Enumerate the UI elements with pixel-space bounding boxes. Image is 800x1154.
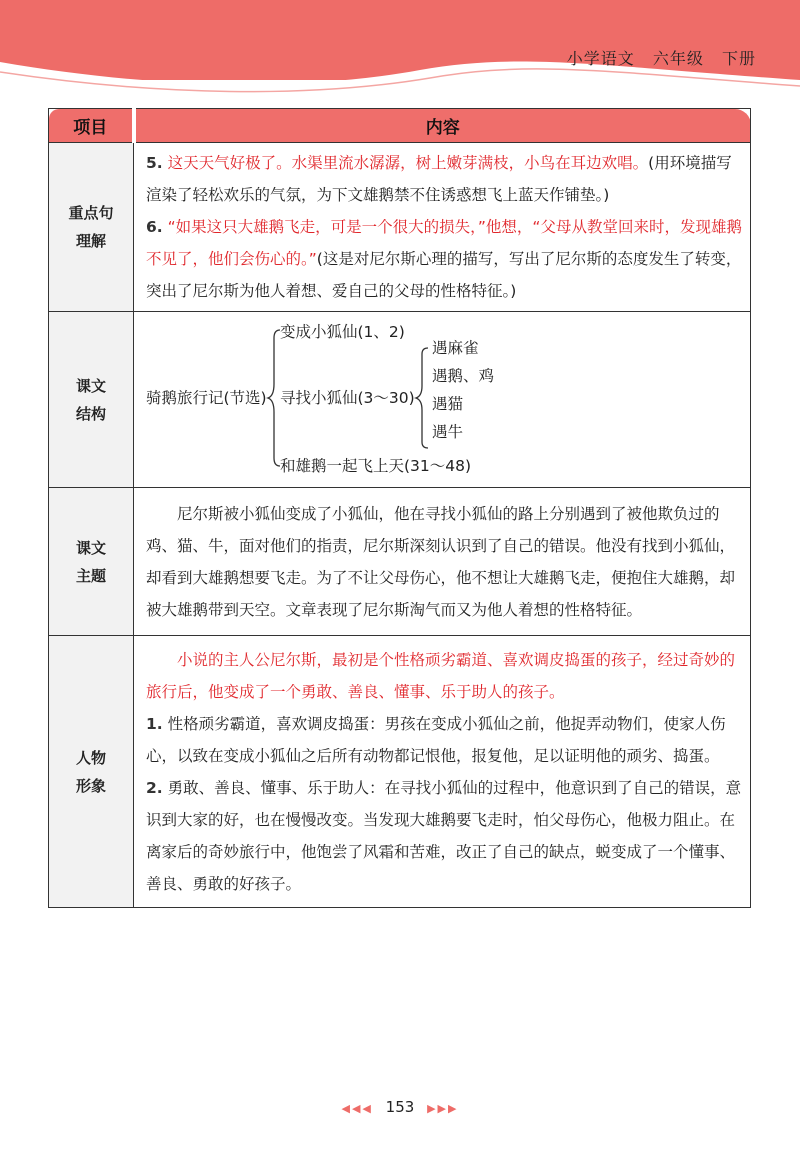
header-subject: 小学语文	[566, 49, 635, 68]
row-label-line: 主题	[75, 566, 106, 585]
column-header-content: 内容	[134, 109, 751, 143]
structure-diagram	[146, 324, 742, 476]
sentence-item-6	[146, 211, 742, 307]
point-text: 在寻找小狐仙的过程中，他意识到了自己的错误，意识到大家的好，也在慢慢改变。当发现大雄鹅要飞走时，怕父母伤心，他极力阻止。在离家后的奇妙旅行中，他饱尝了风霜和苦难，改正了自己的缺点，蜕变成了一个懂事、善良、勇敢的好孩子。	[146, 778, 742, 893]
structure-sub-branch: 遇牛	[432, 422, 464, 441]
sentence-analysis: (用环境描写渲染了轻松欢乐的气氛，为下文雄鹅禁不住诱惑想飞上蓝天作铺垫。)	[146, 154, 732, 204]
row-label-line: 课文	[75, 376, 106, 395]
structure-branch: 和雄鹅一起飞上天(31～48)	[280, 456, 472, 475]
header-volume: 下册	[721, 49, 756, 68]
character-point-1	[146, 708, 742, 772]
row-label-character	[49, 636, 134, 908]
character-content	[134, 636, 751, 908]
row-label-line: 重点句	[68, 204, 114, 222]
column-header-item: 项目	[49, 109, 134, 143]
table-row-structure	[49, 312, 751, 488]
structure-sub-branch: 遇鹅、鸡	[432, 366, 495, 385]
sentence-item-5	[146, 147, 742, 211]
table-row-character	[49, 636, 751, 908]
row-label-line: 理解	[75, 232, 106, 250]
structure-sub-branch: 遇麻雀	[432, 338, 479, 357]
row-label-line: 课文	[75, 538, 106, 557]
theme-paragraph: 尼尔斯被小狐仙变成了小狐仙，他在寻找小狐仙的路上分别遇到了被他欺负过的鸡、猫、牛，面对他们的指责，尼尔斯深刻认识到了自己的错误。他没有找到小狐仙，却看到大雄鹅想要飞走。为了不让父母伤心，他不想让大雄鹅飞走，便抱住大雄鹅，却被大雄鹅带到天空。文章表现了尼尔斯淘气而又为他人着想的性格特征。	[146, 504, 736, 619]
row-label-structure	[49, 312, 134, 488]
quoted-sentence: “如果这只大雄鹅飞走，可是一个很大的损失，”他想，“父母从教堂回来时，发现雄鹅不见了，他们会伤心的。”	[146, 218, 742, 268]
right-arrows-icon: ▶▶▶	[427, 1102, 459, 1115]
summary-table	[48, 108, 751, 908]
table-header-row	[49, 109, 751, 143]
structure-root: 骑鹅旅行记(节选)	[146, 388, 267, 407]
row-label-theme	[49, 488, 134, 636]
point-text: 男孩在变成小狐仙之前，他捉弄动物们，使家人伤心，以致在变成小狐仙之后所有动物都记恨他，报复他，足以证明他的顽劣、捣蛋。	[146, 714, 726, 765]
row-label-key-sentences	[49, 143, 134, 312]
page-footer	[0, 1098, 800, 1116]
item-number: 1.	[146, 714, 163, 733]
structure-sub-branch: 遇猫	[432, 394, 464, 413]
item-number: 6.	[146, 218, 163, 236]
row-label-line: 结构	[75, 404, 106, 423]
character-intro: 小说的主人公尼尔斯，最初是个性格顽劣霸道、喜欢调皮捣蛋的孩子，经过奇妙的旅行后，他变成了一个勇敢、善良、懂事、乐于助人的孩子。	[146, 650, 736, 701]
header-grade: 六年级	[652, 49, 704, 68]
sentence-analysis: (这是对尼尔斯心理的描写，写出了尼尔斯的态度发生了转变，突出了尼尔斯为他人着想、爱自己的父母的性格特征。)	[146, 250, 742, 300]
page-number: 153	[385, 1098, 415, 1116]
item-number: 2.	[146, 778, 163, 797]
table-row-key-sentences	[49, 143, 751, 312]
key-sentences-content	[134, 143, 751, 312]
point-heading: 性格顽劣霸道，喜欢调皮捣蛋：	[167, 714, 385, 733]
point-heading: 勇敢、善良、懂事、乐于助人：	[167, 778, 385, 797]
structure-branch: 变成小狐仙(1、2)	[280, 322, 405, 341]
structure-content	[134, 312, 751, 488]
left-arrows-icon: ◀◀◀	[341, 1102, 373, 1115]
item-number: 5.	[146, 154, 163, 172]
theme-content	[134, 488, 751, 636]
quoted-sentence: 这天天气好极了。水渠里流水潺潺，树上嫩芽满枝，小鸟在耳边欢唱。	[167, 154, 649, 172]
table-row-theme	[49, 488, 751, 636]
structure-branch: 寻找小狐仙(3～30)	[280, 388, 415, 407]
book-header-label	[567, 46, 756, 69]
character-point-2	[146, 772, 742, 900]
row-label-line: 形象	[75, 776, 106, 795]
row-label-line: 人物	[75, 748, 106, 767]
